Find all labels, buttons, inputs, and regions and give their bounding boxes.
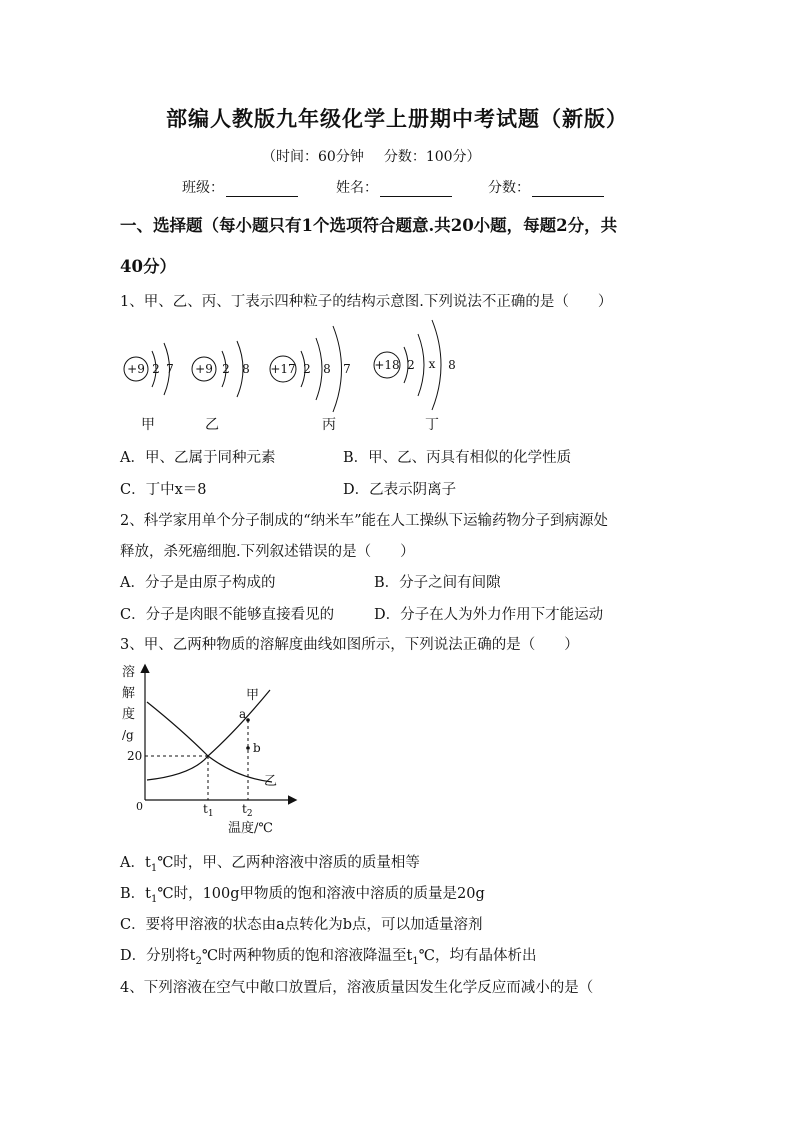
x-axis-label: 温度/℃ — [228, 821, 273, 836]
q2-option-a[interactable]: A．分子是由原子构成的 — [120, 575, 276, 591]
score-blank[interactable] — [532, 182, 604, 197]
x-tick-t1: $t_1$ — [203, 802, 214, 819]
series-jia-line — [147, 690, 270, 780]
score-label: 分数： — [488, 180, 530, 196]
atom-yi-nucleus: +9 — [195, 362, 213, 376]
atom-ding — [374, 320, 456, 433]
q1-option-b[interactable]: B．甲、乙、丙具有相似的化学性质 — [343, 450, 572, 466]
atom-bing-shell1: 2 — [303, 362, 311, 376]
atom-jia-shell2: 7 — [166, 362, 174, 376]
exam-meta — [262, 146, 501, 166]
ylabel-char-2: 解 — [122, 686, 136, 701]
atom-jia-nucleus: +9 — [127, 362, 145, 376]
origin-label: 0 — [136, 800, 143, 813]
page-title: 部编人教版九年级化学上册期中考试题（新版） — [166, 106, 628, 131]
q1-option-a[interactable]: A．甲、乙属于同种元素 — [120, 450, 276, 466]
class-field[interactable] — [182, 177, 298, 197]
section-heading-line2: 40分） — [120, 257, 176, 276]
q3-stem: 3、甲、乙两种物质的溶解度曲线如图所示，下列说法正确的是（ ） — [120, 637, 579, 653]
atom-bing-shell3: 7 — [343, 362, 351, 376]
q2-option-d[interactable]: D．分子在人为外力作用下才能运动 — [374, 607, 604, 623]
q3-solubility-chart — [112, 660, 312, 840]
atom-ding-shell2: x — [428, 357, 436, 371]
atom-ding-shell1: 2 — [407, 358, 415, 372]
q1-option-d[interactable]: D．乙表示阴离子 — [343, 482, 457, 498]
atom-yi-shell2: 8 — [242, 362, 250, 376]
class-label: 班级： — [182, 180, 224, 196]
name-field[interactable] — [336, 177, 452, 197]
atom-yi — [192, 341, 250, 433]
q3-option-a[interactable]: A．$t_1℃$时，甲、乙两种溶液中溶质的质量相等 — [120, 855, 420, 874]
atom-bing-shell2: 8 — [323, 362, 331, 376]
series-yi-label: 乙 — [264, 774, 278, 789]
atom-jia-label: 甲 — [141, 417, 155, 433]
atom-bing — [270, 326, 351, 433]
atom-ding-nucleus: +18 — [374, 358, 400, 372]
q2-option-b[interactable]: B．分子之间有间隙 — [374, 575, 501, 591]
name-label: 姓名： — [336, 180, 378, 196]
q3-option-c[interactable]: C．要将甲溶液的状态由a点转化为b点，可以加适量溶剂 — [120, 917, 483, 933]
ylabel-char-3: 度 — [122, 707, 136, 722]
q2-stem-line2: 释放，杀死癌细胞.下列叙述错误的是（ ） — [120, 544, 415, 560]
ylabel-char-4: /g — [122, 728, 134, 742]
y-tick-20: 20 — [127, 749, 143, 763]
q3-option-d[interactable]: D．分别将$t_2℃$时两种物质的饱和溶液降温至$t_1℃$，均有晶体析出 — [120, 948, 537, 967]
q4-stem: 4、下列溶液在空气中敞口放置后，溶液质量因发生化学反应而减小的是（ — [120, 980, 594, 996]
section-heading-line1: 一、选择题（每小题只有1个选项符合题意.共20小题，每题2分，共 — [120, 216, 618, 235]
x-tick-t2: $t_2$ — [242, 802, 253, 819]
score-field[interactable] — [488, 177, 604, 197]
atom-ding-label: 丁 — [425, 417, 439, 433]
point-b — [246, 746, 250, 750]
point-b-label: b — [253, 741, 261, 755]
atom-bing-label: 丙 — [322, 417, 336, 433]
q1-option-c[interactable]: C．丁中x＝8 — [120, 482, 207, 498]
point-a — [246, 718, 250, 722]
atom-jia — [124, 343, 174, 433]
q2-option-c[interactable]: C．分子是肉眼不能够直接看见的 — [120, 607, 335, 623]
q1-atom-diagrams — [112, 316, 472, 438]
atom-jia-shell1: 2 — [152, 362, 160, 376]
atom-ding-shell3: 8 — [448, 358, 456, 372]
ylabel-char-1: 溶 — [122, 665, 136, 680]
series-jia-label: 甲 — [246, 688, 260, 703]
point-a-label: a — [239, 707, 247, 721]
q2-stem-line1: 2、科学家用单个分子制成的“纳米车”能在人工操纵下运输药物分子到病源处 — [120, 513, 609, 529]
atom-yi-label: 乙 — [205, 417, 219, 433]
name-blank[interactable] — [380, 182, 452, 197]
exam-total-score: 分数：100分） — [383, 149, 481, 165]
class-blank[interactable] — [226, 182, 298, 197]
exam-time: （时间：60分钟 — [262, 149, 364, 165]
q3-option-b[interactable]: B．$t_1℃$时，100g甲物质的饱和溶液中溶质的质量是20g — [120, 886, 485, 905]
atom-bing-nucleus: +17 — [270, 362, 296, 376]
atom-yi-shell1: 2 — [222, 362, 230, 376]
q1-stem: 1、甲、乙、丙、丁表示四种粒子的结构示意图.下列说法不正确的是（ ） — [120, 294, 613, 310]
